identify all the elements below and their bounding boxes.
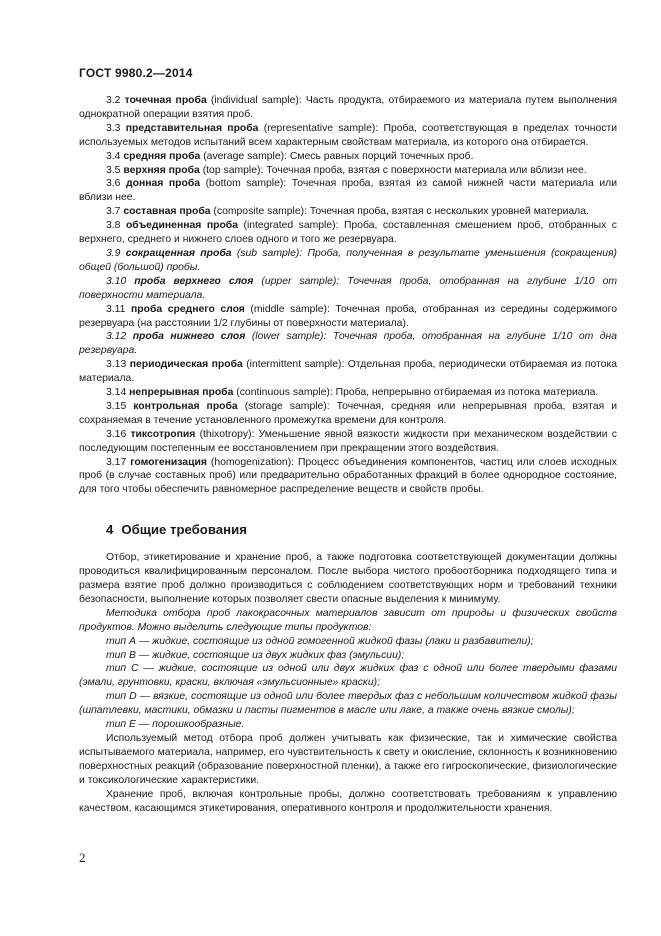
definition-term: периодическая проба xyxy=(129,359,243,371)
definition-item xyxy=(79,122,617,150)
definition-text: (composite sample): Точечная проба, взятая с нескольких уровней материала. xyxy=(210,206,589,218)
definition-term: средняя проба xyxy=(123,150,201,162)
definition-item xyxy=(79,150,617,164)
definition-item xyxy=(79,303,617,331)
paragraph: тип В — жидкие, состоящие из двух жидких фаз (эмульсии); xyxy=(106,649,405,661)
paragraph: Используемый метод отбора проб должен учитывать как физические, так и химические свойства испытываемого материала, например, его чувствительность к свету и окисление, склонность к возникновению поверхностных реакций (образование поверхностной пленки), а также его гигроскопические, физиологические и токсикологические характеристики. xyxy=(79,732,617,786)
definition-number: 3.11 xyxy=(106,303,126,315)
definition-item xyxy=(79,456,617,498)
definition-number: 3.12 xyxy=(106,331,127,343)
paragraph: Хранение проб, включая контрольные пробы, должно соответствовать требованиям к управлению качеством, касающимся этикетирования, оперативного контроля и продолжительности хранения. xyxy=(79,788,617,814)
definition-text: (continuous sample): Проба, непрерывно отбираемая из потока материала. xyxy=(233,387,599,399)
definition-text: (upper sample): Точечная проба, отобранная на глубине 1/10 от поверхности материала. xyxy=(79,275,618,301)
definition-term: сокращенная проба xyxy=(125,247,232,259)
section-number: 4 xyxy=(106,522,114,538)
definition-item xyxy=(79,164,617,178)
definition-term: проба среднего слоя xyxy=(131,303,245,315)
definition-item xyxy=(79,275,617,303)
definition-term: непрерывная проба xyxy=(129,387,234,399)
definition-item xyxy=(79,428,617,456)
definitions-list xyxy=(79,94,617,497)
definition-number: 3.9 xyxy=(106,247,121,259)
section-title: Общие требования xyxy=(121,522,247,538)
document-header: ГОСТ 9980.2—2014 xyxy=(79,66,193,80)
definition-item xyxy=(79,205,617,219)
document-body xyxy=(79,94,617,815)
definition-term: проба нижнего слоя xyxy=(132,331,246,343)
definition-term: проба верхнего слоя xyxy=(134,275,254,287)
definition-text: (thixotropy): Уменьшение явной вязкости жидкости при механическом воздействии с последующим постепенным ее восстановлением при прекращении этого воздействия. xyxy=(79,428,618,454)
definition-item xyxy=(79,219,617,247)
definition-text: (lower sample): Точечная проба, отобранная на глубине 1/10 от дна резервуара. xyxy=(79,331,618,357)
definition-text: (homogenization): Процесс объединения компонентов, частиц или слоев исходных проб (в случае составных проб) или предварительно обработанных фракций в более однородное состояние, для того чтобы обеспечить равномерное распределение веществ и свойств пробы. xyxy=(79,456,617,496)
definition-number: 3.15 xyxy=(106,400,127,412)
definition-text: (representative sample): Проба, соответствующая в пределах точности используемых методов испытаний всем характерным свойствам материала, из которого она отбирается. xyxy=(79,122,618,148)
definition-term: верхняя проба xyxy=(123,164,200,176)
definition-item xyxy=(79,358,617,386)
paragraph: тип А — жидкие, состоящие из одной гомогенной жидкой фазы (лаки и разбавители); xyxy=(106,635,534,647)
definition-text: (integrated sample): Проба, составленная смешением проб, отобранных с верхнего, среднего и нижнего слоев одного и того же резервуара. xyxy=(79,220,618,246)
definition-number: 3.3 xyxy=(106,122,121,134)
definition-term: точечная проба xyxy=(124,95,207,106)
section-paragraphs xyxy=(79,551,617,815)
definition-text: (average sample): Смесь равных порций точечных проб. xyxy=(200,150,474,162)
definition-item xyxy=(79,177,617,205)
paragraph: тип Е — порошкообразные. xyxy=(106,719,245,731)
definition-text: (storage sample): Точечная, средняя или непрерывная проба, взятая и сохраняемая в течение установленного промежутка времени для контроля. xyxy=(79,400,618,426)
page-number: 2 xyxy=(79,850,86,865)
definition-number: 3.6 xyxy=(106,178,121,190)
definition-number: 3.2 xyxy=(106,95,121,106)
definition-text: (individual sample): Часть продукта, отбираемого из материала путем выполнения однократной операции взятия проб. xyxy=(79,95,618,120)
definition-item xyxy=(79,400,617,428)
definition-number: 3.14 xyxy=(106,387,127,399)
definition-item xyxy=(79,330,617,358)
definition-item xyxy=(79,247,617,275)
definition-number: 3.16 xyxy=(106,428,127,440)
definition-text: (middle sample): Точечная проба, отобранная из середины содержимого резервуара (на расстоянии 1/2 глубины от поверхности материала). xyxy=(79,303,617,329)
definition-item xyxy=(79,94,617,122)
definition-text: (bottom sample): Точечная проба, взятая из самой нижней части материала или вблизи нее. xyxy=(79,178,617,204)
definition-term: донная проба xyxy=(126,178,201,190)
definition-term: контрольная проба xyxy=(133,400,238,412)
definition-term: гомогенизация xyxy=(130,456,207,468)
definition-text: (intermittent sample): Отдельная проба, периодически отбираемая из потока материала. xyxy=(79,359,618,385)
definition-number: 3.17 xyxy=(106,456,127,468)
definition-number: 3.5 xyxy=(106,164,121,176)
paragraph: тип С — жидкие, состоящие из одной или двух жидких фаз с одной или более твердыми фазами (эмали, грунтовки, краски, включая «эмульсионные» краски); xyxy=(79,663,617,689)
paragraph: Методика отбора проб лакокрасочных материалов зависит от природы и физических свойств продуктов. Можно выделить следующие типы продуктов: xyxy=(79,607,617,633)
definition-term: объединенная проба xyxy=(125,220,238,232)
definition-number: 3.10 xyxy=(106,275,127,287)
definition-term: составная проба xyxy=(123,206,211,218)
definition-term: представительная проба xyxy=(125,122,259,134)
definition-number: 3.13 xyxy=(106,359,127,371)
definition-term: тиксотропия xyxy=(130,428,196,440)
definition-number: 3.8 xyxy=(106,220,121,232)
paragraph: тип D — вязкие, состоящие из одной или более твердых фаз с небольшим количеством жидкой фазы (шпатлевки, мастики, обмазки и пасты пигментов в масле или лаке, а также очень вязкие смолы); xyxy=(79,691,617,717)
paragraph: Отбор, этикетирование и хранение проб, а также подготовка соответствующей документации должны проводиться квалифицированным персоналом. После выбора чистого пробоотборника подходящего типа и размера взятие проб должно производиться с соблюдением соответствующих норм и требований техники безопасности, выполнение которых позволяет свести опасные выделения к минимуму. xyxy=(79,552,617,605)
definition-text: (top sample): Точечная проба, взятая с поверхности материала или вблизи нее. xyxy=(199,164,587,176)
section-heading xyxy=(106,523,617,537)
definition-number: 3.4 xyxy=(106,150,121,162)
definition-item xyxy=(79,386,617,400)
definition-number: 3.7 xyxy=(106,206,121,218)
definition-text: (sub sample): Проба, полученная в результате уменьшения (сокращения) общей (большой) пробы. xyxy=(79,247,618,273)
